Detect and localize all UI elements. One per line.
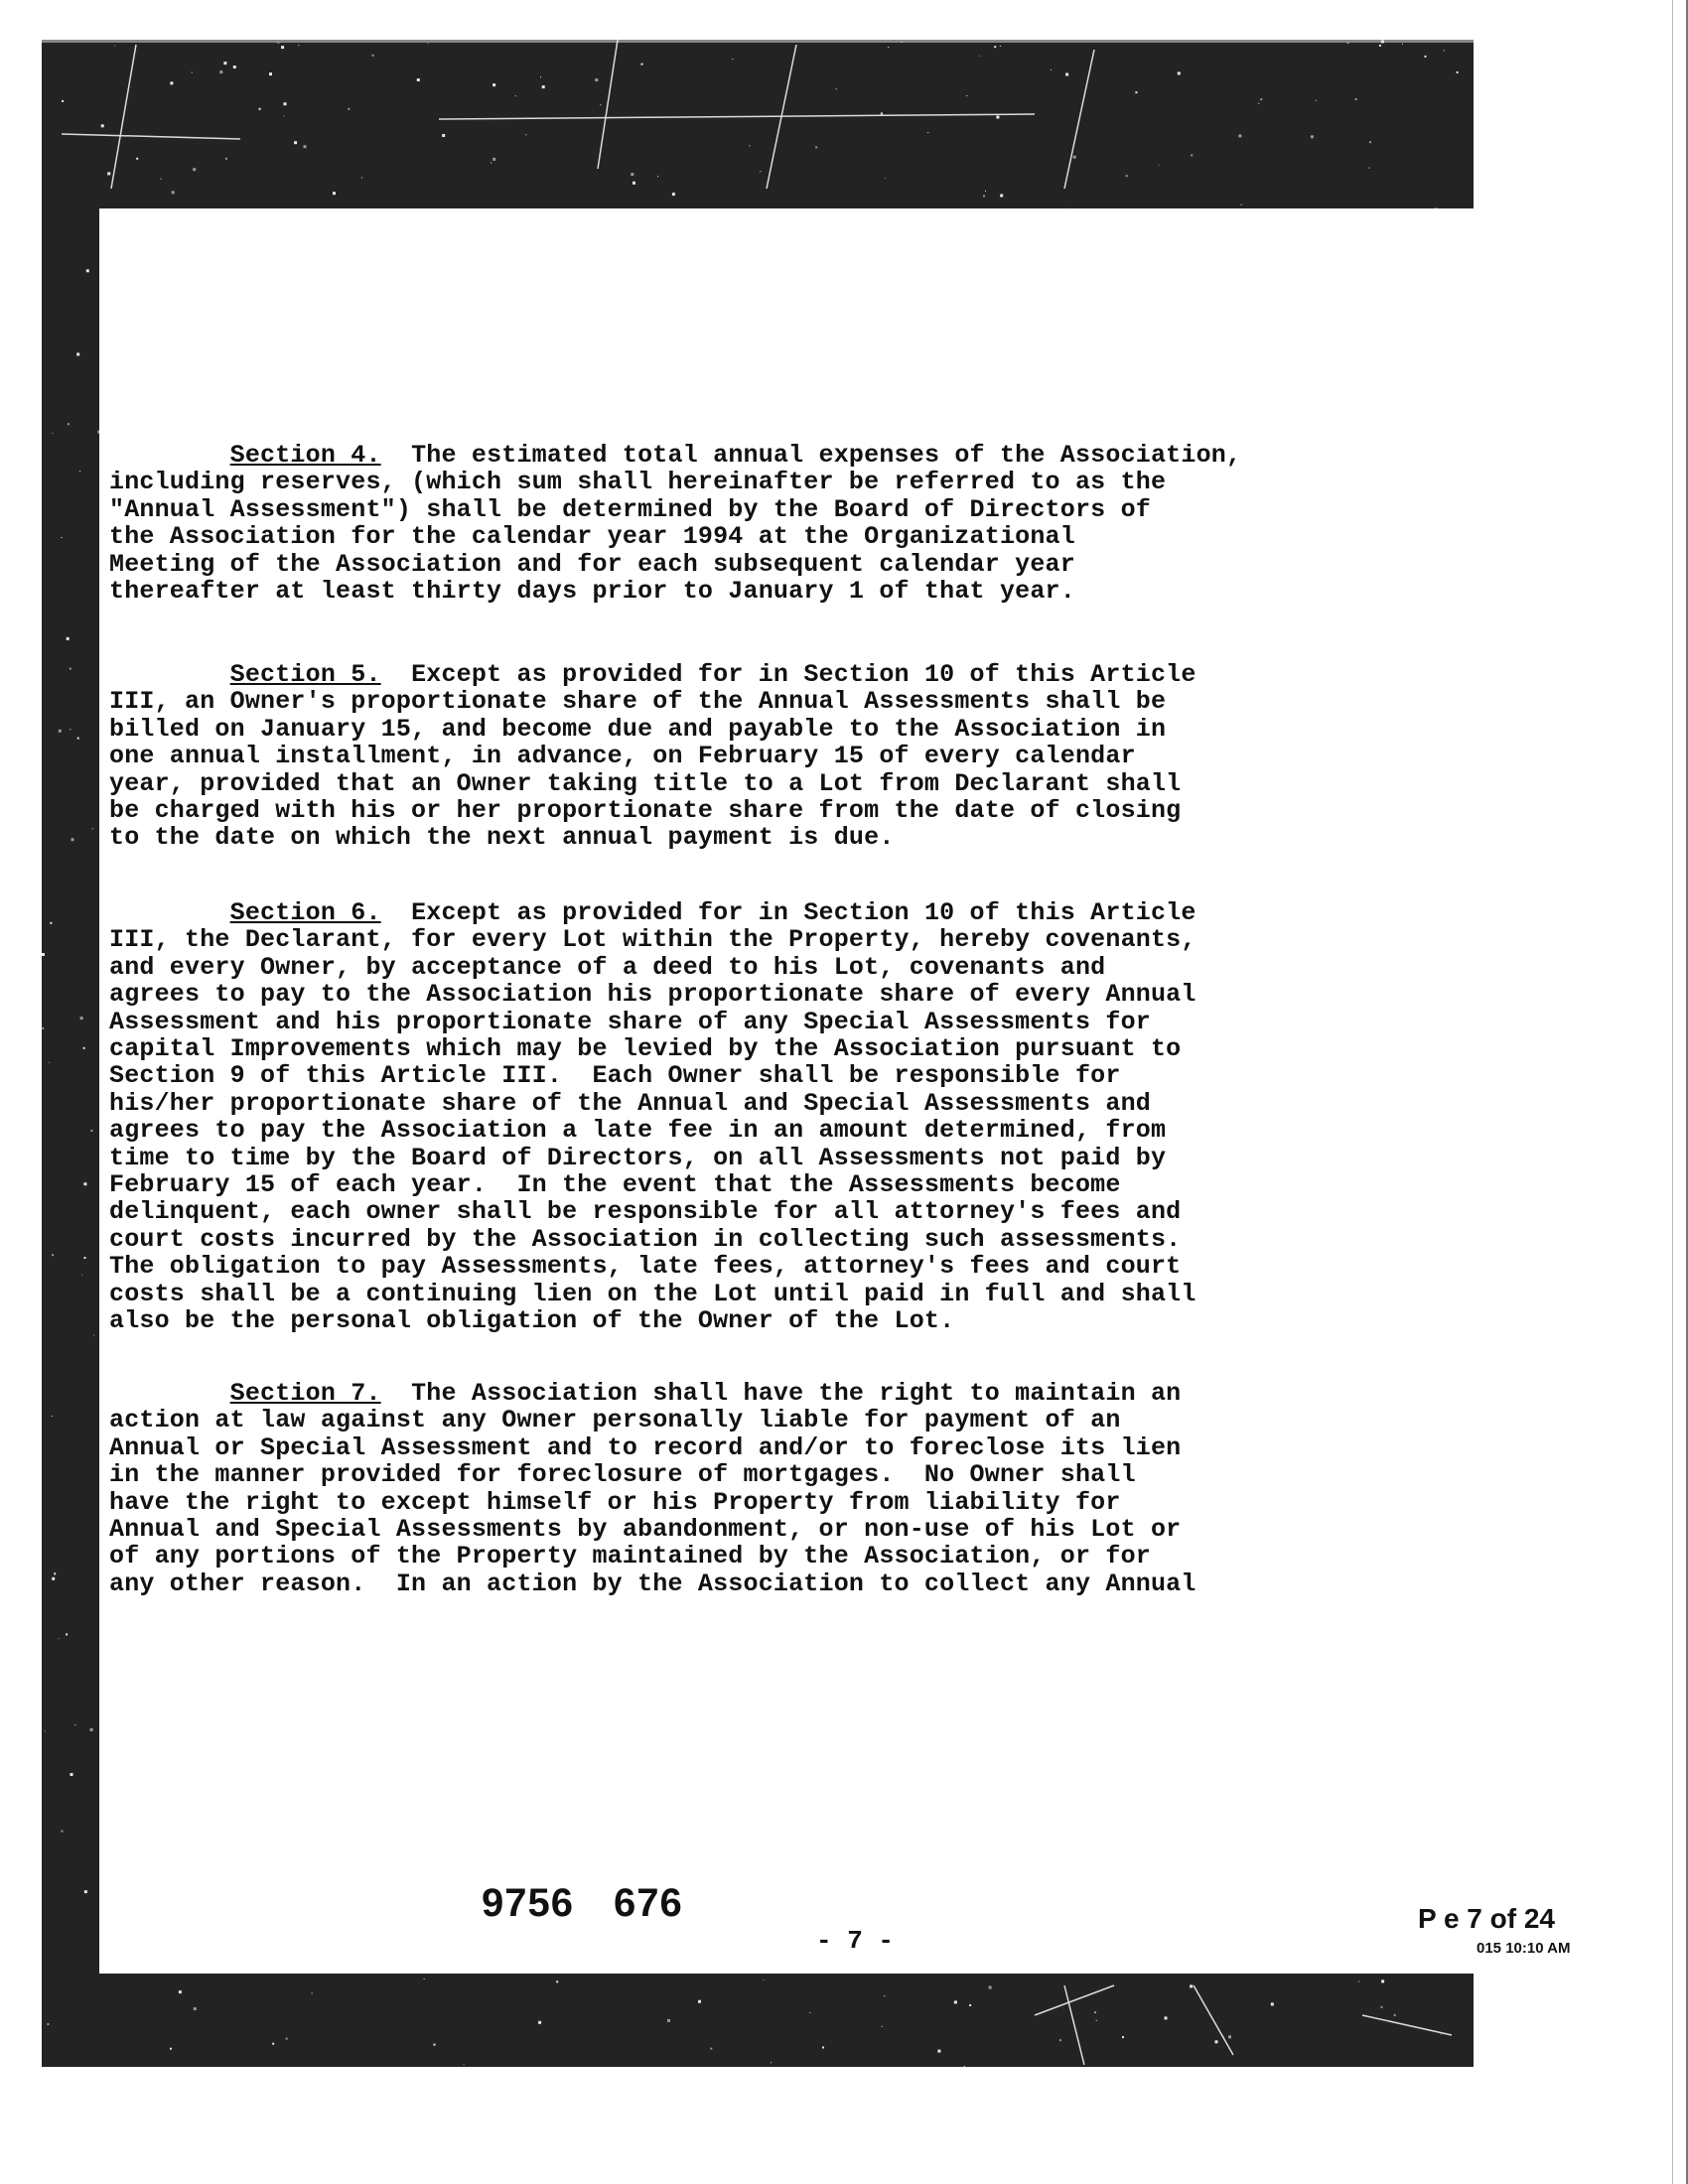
section-6-line: The obligation to pay Assessments, late fees, attorney's fees and court [109, 1252, 1182, 1282]
section-6-line: court costs incurred by the Association in collecting such assessments. [109, 1224, 1182, 1254]
section-7-line: have the right to except himself or his Property from liability for [109, 1487, 1121, 1517]
section-4-line: thereafter at least thirty days prior to January 1 of that year. [109, 577, 1075, 607]
section-7-line: action at law against any Owner personally liable for payment of an [109, 1406, 1121, 1435]
section-5-line: year, provided that an Owner taking title to a Lot from Declarant shall [109, 768, 1182, 798]
section-4-line-text: The estimated total annual expenses of the Association, [411, 441, 1242, 470]
section-7-line: any other reason. In an action by the Association to collect any Annual [109, 1569, 1196, 1598]
section-6-line: time to time by the Board of Directors, on all Assessments not paid by [109, 1143, 1167, 1172]
section-6-heading: Section 6. [229, 898, 381, 927]
section-6-line: capital Improvements which may be levied by the Association pursuant to [109, 1034, 1182, 1064]
section-6-line: Section 9 of this Article III. Each Owner shall be responsible for [109, 1061, 1121, 1091]
section-4 [109, 442, 1241, 605]
section-5-line: billed on January 15, and become due and payable to the Association in [109, 714, 1167, 744]
section-6-line: also be the personal obligation of the Owner of the Lot. [109, 1306, 955, 1336]
section-7-line-text: The Association shall have the right to maintain an [411, 1379, 1182, 1408]
book-page-stamp [482, 1881, 683, 1926]
section-4-line [109, 441, 1241, 470]
section-6-line: costs shall be a continuing lien on the Lot until paid in full and shall [109, 1279, 1196, 1308]
section-5 [109, 661, 1196, 852]
right-edge-rule [1672, 0, 1673, 2184]
book-page-number: 676 [613, 1881, 683, 1925]
section-7-line: Annual and Special Assessments by abandonment, or non-use of his Lot or [109, 1515, 1182, 1545]
section-5-line [109, 660, 1196, 689]
section-6-line: III, the Declarant, for every Lot within the Property, hereby covenants, [109, 925, 1196, 955]
section-7-heading: Section 7. [229, 1379, 381, 1408]
section-5-line: III, an Owner's proportionate share of the Annual Assessments shall be [109, 687, 1167, 717]
viewer-timestamp: 015 10:10 AM [1477, 1940, 1571, 1957]
section-6-line: and every Owner, by acceptance of a deed to his Lot, covenants and [109, 952, 1106, 982]
section-7-line: Annual or Special Assessment and to record and/or to foreclose its lien [109, 1433, 1182, 1462]
section-6-line-text: Except as provided for in Section 10 of this Article [411, 898, 1196, 927]
section-4-heading: Section 4. [229, 441, 381, 470]
section-5-heading: Section 5. [229, 660, 381, 689]
section-4-line: the Association for the calendar year 1994 at the Organizational [109, 522, 1075, 552]
section-6-line: Assessment and his proportionate share of any Special Assessments for [109, 1007, 1151, 1036]
section-5-line: one annual installment, in advance, on February 15 of every calendar [109, 742, 1136, 771]
section-7 [109, 1380, 1196, 1597]
section-4-line: "Annual Assessment") shall be determined by the Board of Directors of [109, 494, 1151, 524]
section-5-line-text: Except as provided for in Section 10 of this Article [411, 660, 1196, 689]
section-4-line: including reserves, (which sum shall hereinafter be referred to as the [109, 468, 1167, 497]
section-7-line [109, 1379, 1181, 1408]
section-6-line: agrees to pay the Association a late fee in an amount determined, from [109, 1116, 1167, 1146]
section-4-line: Meeting of the Association and for each subsequent calendar year [109, 549, 1075, 579]
section-6-line: delinquent, each owner shall be responsible for all attorney's fees and [109, 1197, 1182, 1227]
section-6-line [109, 898, 1196, 927]
section-6 [109, 899, 1196, 1335]
section-7-line: of any portions of the Property maintained by the Association, or for [109, 1542, 1151, 1571]
book-number: 9756 [482, 1881, 574, 1925]
section-5-line: be charged with his or her proportionate share from the date of closing [109, 796, 1182, 826]
section-5-line: to the date on which the next annual payment is due. [109, 823, 895, 853]
section-6-line: February 15 of each year. In the event that the Assessments become [109, 1170, 1121, 1200]
section-6-line: agrees to pay to the Association his proportionate share of every Annual [109, 980, 1196, 1010]
viewer-page-counter: P e 7 of 24 [1418, 1903, 1556, 1934]
page-number: - 7 - [816, 1926, 895, 1956]
section-6-line: his/her proportionate share of the Annual and Special Assessments and [109, 1088, 1151, 1118]
section-7-line: in the manner provided for foreclosure of mortgages. No Owner shall [109, 1460, 1136, 1490]
